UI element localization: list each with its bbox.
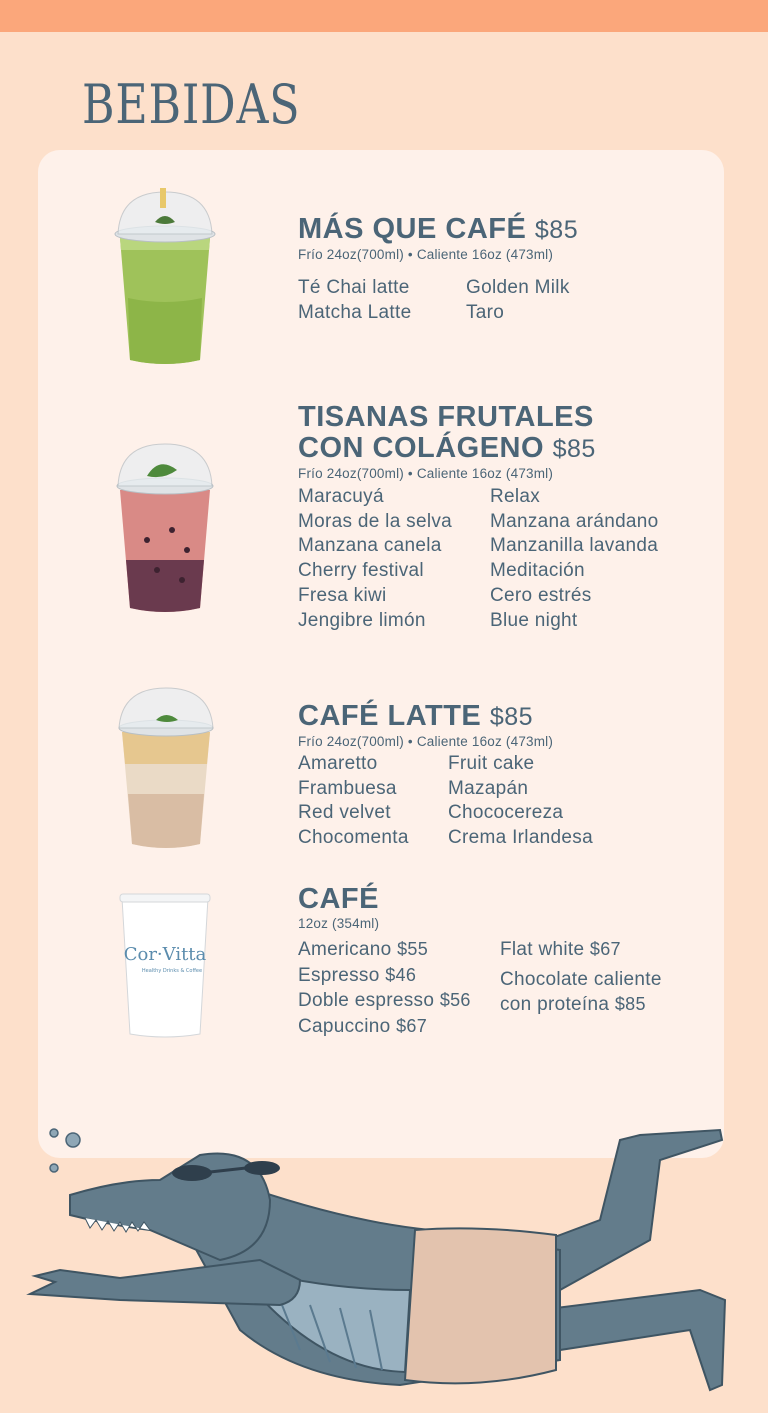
section-price: $85 (489, 703, 534, 731)
section-name: MÁS QUE CAFÉ (298, 213, 527, 245)
menu-item: Cero estrés (490, 584, 592, 606)
menu-item: Manzana canela (298, 535, 442, 557)
menu-item: Chocomenta (298, 827, 409, 849)
section-size: Frío 24oz(700ml) • Caliente 16oz (473ml) (298, 466, 554, 481)
section-title: CAFÉ (298, 883, 379, 915)
menu-item: Cherry festival (298, 560, 424, 582)
menu-item: Taro (466, 301, 505, 323)
menu-item: Blue night (490, 609, 578, 631)
menu-item: Maracuyá (298, 486, 384, 507)
top-accent-bar (0, 0, 768, 32)
menu-item: Americano $55 (298, 939, 429, 960)
menu-item: Golden Milk (466, 277, 570, 298)
menu-item: Jengibre limón (298, 609, 426, 631)
menu-item: Capuccino $67 (298, 1016, 428, 1038)
menu-item: Moras de la selva (298, 510, 453, 532)
menu-item: Flat white $67 (500, 939, 621, 960)
section-cafe-latte (298, 700, 593, 852)
menu-item: Matcha Latte (298, 301, 412, 323)
menu-item: Manzanilla lavanda (490, 535, 659, 557)
section-title (298, 214, 578, 246)
section-tisanas (298, 401, 659, 635)
menu-item: Fruit cake (448, 753, 535, 774)
menu-item: Meditación (490, 560, 585, 582)
menu-item: Espresso $46 (298, 964, 417, 986)
cup-logo: Cor·Vitta (123, 944, 207, 965)
section-name: CON COLÁGENO (298, 432, 545, 464)
menu-item: Crema Irlandesa (448, 827, 593, 849)
section-size: Frío 24oz(700ml) • Caliente 16oz (473ml) (298, 734, 554, 749)
section-title-line1: TISANAS FRUTALES (298, 401, 594, 433)
menu-item: Chococereza (448, 802, 564, 824)
menu-item: Fresa kiwi (298, 584, 387, 606)
crocodile-illustration (0, 1100, 768, 1413)
menu-item: Frambuesa (298, 777, 397, 799)
menu-item: Red velvet (298, 802, 391, 824)
menu-item: Relax (490, 486, 541, 507)
menu-item: Amaretto (298, 753, 378, 774)
menu-item: Mazapán (448, 777, 529, 799)
section-title-line2 (298, 433, 596, 465)
page-title: BEBIDAS (82, 73, 301, 136)
cup-tagline: Healthy Drinks & Coffee (141, 968, 203, 974)
section-mas-que-cafe (298, 214, 578, 328)
berry-tea-drink-image (112, 440, 218, 616)
section-price: $85 (534, 216, 579, 244)
paper-cup-image (118, 892, 212, 1040)
section-size: Frío 24oz(700ml) • Caliente 16oz (473ml) (298, 247, 554, 262)
menu-item: Té Chai latte (298, 277, 410, 298)
section-price: $85 (552, 435, 596, 463)
section-cafe (298, 883, 662, 1038)
menu-item: Chocolate caliente (500, 968, 662, 990)
matcha-drink-image (110, 188, 220, 368)
section-size: 12oz (354ml) (298, 916, 380, 931)
menu-item: Manzana arándano (490, 510, 659, 532)
menu-item: con proteína $85 (500, 994, 646, 1016)
section-name: CAFÉ LATTE (298, 700, 482, 732)
latte-drink-image (114, 684, 218, 852)
menu-item: Doble espresso $56 (298, 990, 471, 1012)
section-title (298, 701, 553, 733)
